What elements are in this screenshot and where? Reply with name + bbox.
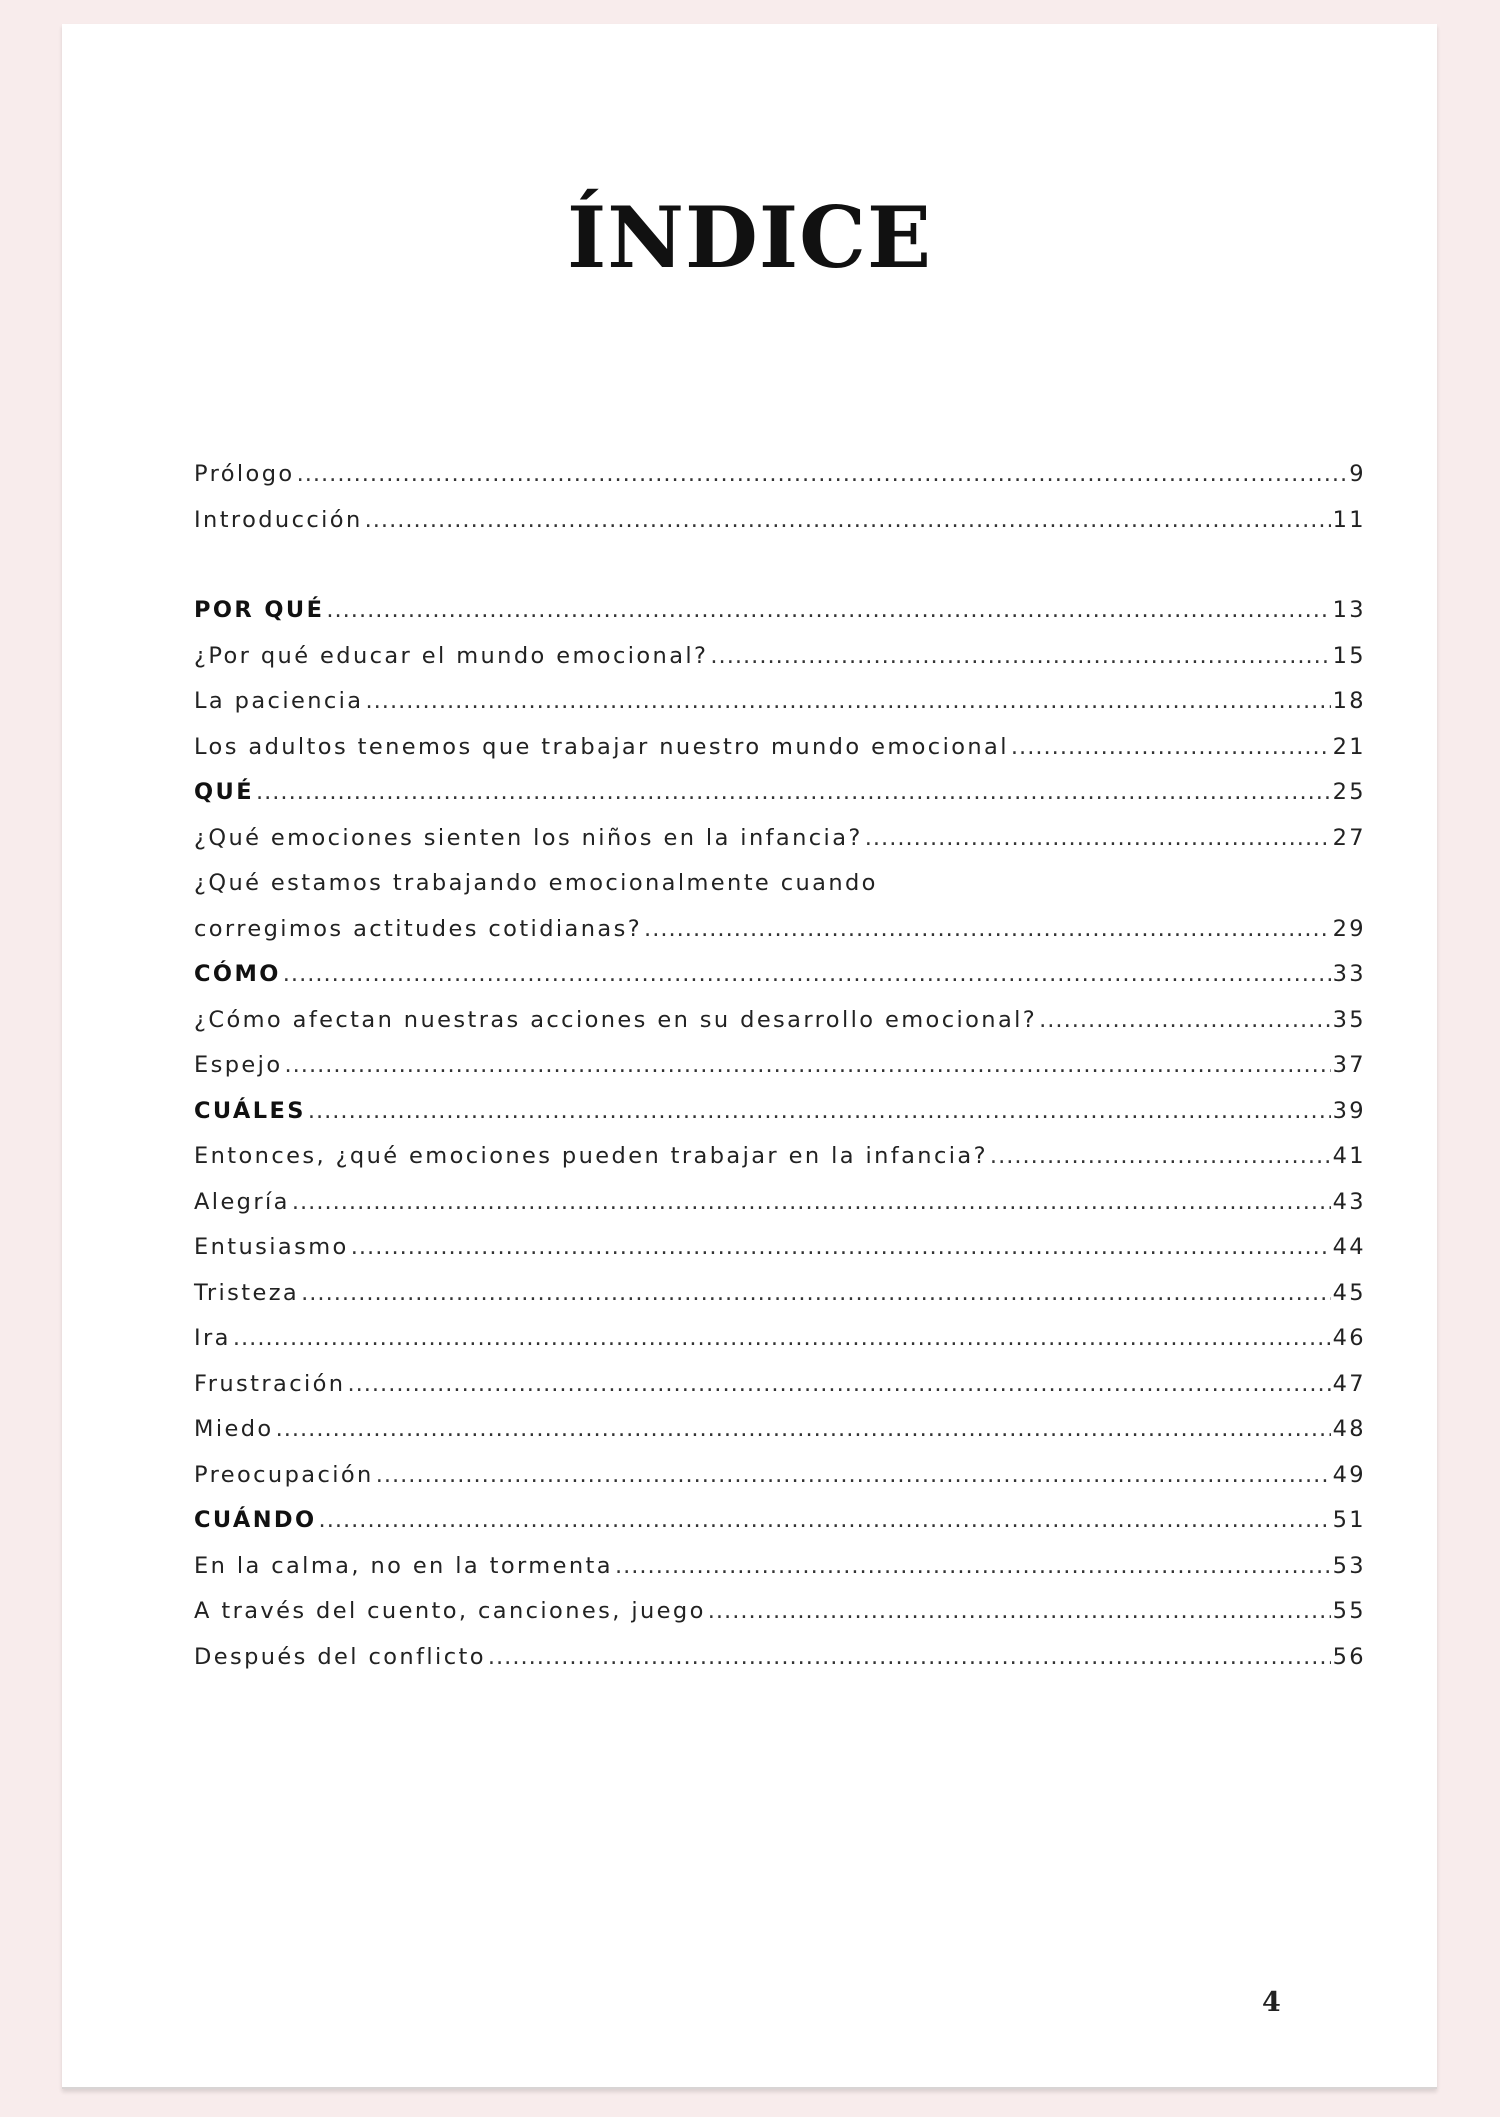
toc-entry-page: 46 xyxy=(1332,1325,1366,1351)
toc-entry-page: 27 xyxy=(1332,824,1366,851)
toc-entry-page: 15 xyxy=(1332,642,1366,669)
dot-leader xyxy=(865,825,1331,851)
toc-entry-label: corregimos actitudes cotidianas? xyxy=(194,915,643,942)
toc-entry[interactable] xyxy=(194,870,1366,916)
page-number: 4 xyxy=(1262,1987,1281,2018)
dot-leader xyxy=(365,507,1331,533)
dot-leader xyxy=(301,1280,1330,1306)
toc-entry[interactable] xyxy=(194,916,1366,962)
toc-entry-page: 33 xyxy=(1332,961,1366,987)
toc-entry-label: ¿Qué estamos trabajando emocionalmente cuando xyxy=(194,870,878,896)
toc-entry-page: 11 xyxy=(1332,506,1366,533)
dot-leader xyxy=(326,597,1330,623)
dot-leader xyxy=(284,1052,1330,1078)
dot-leader xyxy=(308,1098,1331,1124)
toc-entry-label: ¿Cómo afectan nuestras acciones en su desarrollo emocional? xyxy=(194,1006,1038,1033)
toc-section-label: QUÉ xyxy=(194,779,254,805)
dot-leader xyxy=(1039,1007,1330,1033)
toc-entry-label: Frustración xyxy=(194,1370,346,1397)
toc-entry-label: En la calma, no en la tormenta xyxy=(194,1552,613,1579)
toc-entry[interactable] xyxy=(194,461,1366,507)
toc-entry[interactable] xyxy=(194,1325,1366,1371)
toc-entry[interactable] xyxy=(194,1598,1366,1644)
page-title: ÍNDICE xyxy=(566,188,933,287)
toc-section[interactable] xyxy=(194,1507,1366,1553)
dot-leader xyxy=(292,1189,1331,1215)
toc-entry-page: 48 xyxy=(1332,1416,1366,1442)
toc-entry[interactable] xyxy=(194,1644,1366,1690)
dot-leader xyxy=(319,1507,1331,1533)
toc-entry-label: Después del conflicto xyxy=(194,1643,486,1670)
toc-entry-label: Los adultos tenemos que trabajar nuestro mundo emocional xyxy=(194,733,1009,760)
dot-leader xyxy=(644,916,1331,942)
dot-leader xyxy=(365,688,1330,714)
toc-entry-page: 25 xyxy=(1332,779,1366,805)
toc-entry-page: 43 xyxy=(1332,1188,1366,1215)
toc-section-label: POR QUÉ xyxy=(194,597,325,623)
toc-section[interactable] xyxy=(194,779,1366,825)
toc-entry-page: 51 xyxy=(1332,1507,1366,1533)
toc-entry-page: 21 xyxy=(1332,733,1366,760)
toc-entry-label: ¿Qué emociones sienten los niños en la infancia? xyxy=(194,824,863,851)
dot-leader xyxy=(233,1325,1331,1351)
toc-entry[interactable] xyxy=(194,1007,1366,1053)
toc-entry[interactable] xyxy=(194,825,1366,871)
toc-entry[interactable] xyxy=(194,688,1366,734)
dot-leader xyxy=(376,1462,1331,1488)
toc-entry-label: A través del cuento, canciones, juego xyxy=(194,1598,706,1624)
toc-entry[interactable] xyxy=(194,1553,1366,1599)
toc-section-label: CÓMO xyxy=(194,961,281,987)
toc-entry[interactable] xyxy=(194,507,1366,553)
toc-entry-label: Alegría xyxy=(194,1188,290,1215)
toc-entry-page: 44 xyxy=(1332,1234,1366,1260)
toc-entry-page: 53 xyxy=(1332,1552,1366,1579)
dot-leader xyxy=(297,461,1348,487)
toc-section-label: CUÁNDO xyxy=(194,1507,317,1533)
dot-leader xyxy=(276,1416,1331,1442)
toc-entry-label: Ira xyxy=(194,1325,231,1351)
toc-section-label: CUÁLES xyxy=(194,1097,306,1124)
dot-leader xyxy=(256,779,1331,805)
toc-entry-label: Entusiasmo xyxy=(194,1234,349,1260)
dot-leader xyxy=(347,1371,1330,1397)
toc-entry-page: 47 xyxy=(1332,1370,1366,1397)
toc-entry-page: 56 xyxy=(1332,1643,1366,1670)
toc-entry[interactable] xyxy=(194,1189,1366,1235)
toc-entry[interactable] xyxy=(194,1143,1366,1189)
document-page xyxy=(62,24,1437,2089)
toc-section[interactable] xyxy=(194,961,1366,1007)
toc-entry-label: Introducción xyxy=(194,506,363,533)
toc-entry-label: Preocupación xyxy=(194,1461,374,1488)
table-of-contents xyxy=(194,461,1366,1689)
dot-leader xyxy=(990,1143,1331,1169)
toc-entry-page: 55 xyxy=(1332,1598,1366,1624)
toc-section[interactable] xyxy=(194,1098,1366,1144)
toc-entry[interactable] xyxy=(194,1234,1366,1280)
toc-entry-page: 9 xyxy=(1349,461,1366,487)
dot-leader xyxy=(351,1234,1331,1260)
dot-leader xyxy=(708,1598,1331,1624)
toc-entry[interactable] xyxy=(194,1462,1366,1508)
toc-entry-page: 49 xyxy=(1332,1461,1366,1488)
toc-entry-page: 18 xyxy=(1332,688,1366,714)
dot-leader xyxy=(283,961,1331,987)
toc-entry[interactable] xyxy=(194,734,1366,780)
toc-entry[interactable] xyxy=(194,1052,1366,1098)
toc-entry[interactable] xyxy=(194,643,1366,689)
toc-entry-page: 41 xyxy=(1332,1143,1366,1169)
toc-entry-page: 29 xyxy=(1332,915,1366,942)
toc-section[interactable] xyxy=(194,597,1366,643)
toc-entry-label: Tristeza xyxy=(194,1279,300,1306)
toc-entry-label: Miedo xyxy=(194,1416,274,1442)
toc-entry[interactable] xyxy=(194,1280,1366,1326)
toc-entry[interactable] xyxy=(194,1371,1366,1417)
toc-entry-label: ¿Por qué educar el mundo emocional? xyxy=(194,642,709,669)
toc-entry-label: Entonces, ¿qué emociones pueden trabajar en la infancia? xyxy=(194,1143,988,1169)
toc-entry-page: 35 xyxy=(1332,1006,1366,1033)
dot-leader xyxy=(1011,734,1331,760)
toc-entry-label: Prólogo xyxy=(194,461,295,487)
toc-entry-page: 37 xyxy=(1332,1052,1366,1078)
toc-entry-page: 45 xyxy=(1332,1279,1366,1306)
toc-entry[interactable] xyxy=(194,1416,1366,1462)
toc-entry-page: 39 xyxy=(1332,1097,1366,1124)
dot-leader xyxy=(488,1644,1331,1670)
toc-entry-page: 13 xyxy=(1332,597,1366,623)
toc-entry-label: Espejo xyxy=(194,1052,283,1078)
toc-entry-label: La paciencia xyxy=(194,688,364,714)
dot-leader xyxy=(615,1553,1331,1579)
dot-leader xyxy=(710,643,1330,669)
